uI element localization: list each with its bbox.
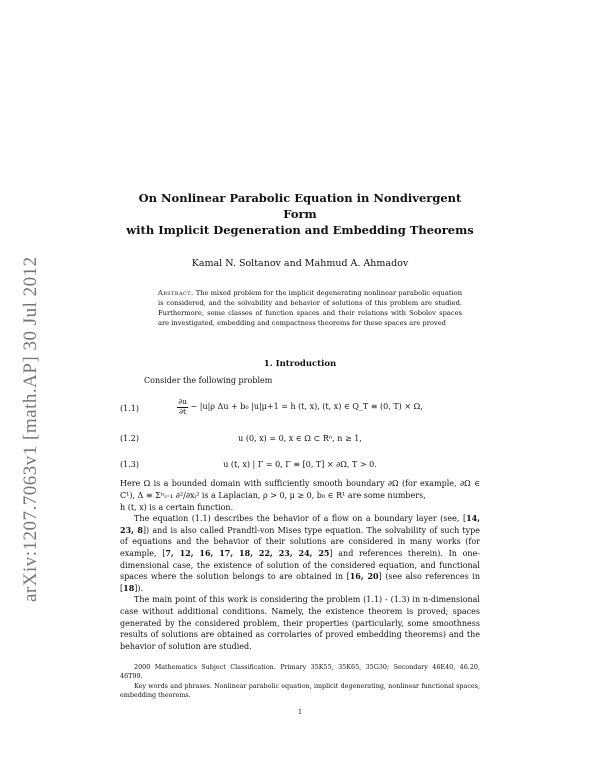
citation[interactable]: 14, 23, 8 bbox=[120, 513, 480, 535]
arxiv-id: arXiv:1207.7063v1 [math.AP] 30 Jul 2012 bbox=[20, 256, 41, 602]
paragraph-text: ] (see also references in [ bbox=[120, 572, 480, 593]
paragraph-text: ]). bbox=[134, 583, 144, 593]
citation[interactable]: 7, 12, 16, 17, 18, 22, 23, 24, 25 bbox=[165, 547, 330, 558]
equation-number: (1.2) bbox=[120, 434, 139, 444]
abstract bbox=[158, 288, 462, 328]
equation-1-2 bbox=[120, 430, 480, 450]
equation-body bbox=[120, 398, 480, 416]
equation-1-3 bbox=[120, 456, 480, 476]
equation-number: (1.3) bbox=[120, 460, 139, 470]
section-number: 1. bbox=[263, 359, 273, 370]
equation-number: (1.1) bbox=[120, 404, 139, 414]
section-title: Introduction bbox=[275, 359, 337, 370]
paragraph-main-point: The main point of this work is considering the problem (1.1) - (1.3) in n-dimensional case without additional conditions. Namely, the existence theorem is proved; spaces generated by the considered problem, their properties (particularly, some smoothness results of solutions are obtained as corrolaries of proved embedding theorems) and the behavior of solution are studied. bbox=[120, 595, 480, 651]
keywords-footnote: Key words and phrases. Nonlinear parabolic equation, implicit degenerating, nonlinear functional spaces, embedding theorems. bbox=[120, 681, 480, 699]
arxiv-sidebar-stamp bbox=[18, 182, 44, 602]
citation[interactable]: 16, 20 bbox=[349, 571, 379, 582]
title-line-2: with Implicit Degeneration and Embedding Theorems bbox=[126, 223, 474, 237]
msc-footnote: 2000 Mathematics Subject Classification. Primary 35K55, 35K65, 35G30; Secondary 46E40, 46.20, 46T99. bbox=[120, 663, 480, 681]
section-heading bbox=[120, 359, 480, 369]
paragraph-background bbox=[120, 513, 480, 594]
paragraph-text: h (t, x) is a certain function. bbox=[120, 502, 234, 512]
citation[interactable]: 18 bbox=[123, 582, 135, 593]
equation-1-1 bbox=[120, 394, 480, 424]
equation-rest: − |u|ρ Δu + b₀ |u|μ+1 = h (t, x), (t, x) ∈ Q_T ≡ (0, T) × Ω, bbox=[190, 402, 423, 412]
abstract-text: The mixed problem for the implicit degenerating nonlinear parabolic equation is considered, and the solvability and behavior of solutions of this problem are studied. Furthermore, some classes of function spaces and their relations with Sobolev spaces are investigated, embedding and compactness theorems for these spaces are proved bbox=[158, 289, 462, 328]
paper-title bbox=[120, 190, 480, 238]
paragraph-text: Here Ω is a bounded domain with sufficiently smooth boundary ∂Ω (for example, ∂Ω ∈ C¹), Δ ≡ Σⁿᵢ₌₁ ∂²/∂xᵢ² is a Laplacian, ρ > 0, μ ≥ 0, b₀ ∈ R¹ are some numbers, bbox=[120, 479, 480, 500]
partial-derivative bbox=[177, 398, 188, 416]
paragraph-text: ] and references therein). In one-dimensional case, the existence of solution of the considered equation, and functional spaces where the solution belongs to are obtained in [ bbox=[120, 548, 480, 582]
page-number: 1 bbox=[297, 708, 303, 717]
abstract-label: Abstract. bbox=[158, 289, 194, 297]
footnotes bbox=[120, 663, 480, 700]
fraction-numerator: ∂u bbox=[178, 397, 187, 407]
paragraph-text: ]) and is also called Prandtl-von Mises type equation. The solvability of such type of equations and the behavior of their solutions are considered in many works (for example, [ bbox=[120, 525, 480, 558]
fraction-denominator: ∂t bbox=[179, 406, 187, 416]
authors: Kamal N. Soltanov and Mahmud A. Ahmadov bbox=[191, 258, 409, 269]
equation-body: u (0, x) = 0, x ∈ Ω ⊂ Rⁿ, n ≥ 1, bbox=[238, 434, 362, 444]
paragraph-text: The equation (1.1) describes the behavior of a flow on a boundary layer (see, [ bbox=[134, 514, 467, 524]
equation-body: u (t, x) | Γ = 0, Γ ≡ [0, T] × ∂Ω, T > 0. bbox=[223, 460, 377, 470]
paper-page bbox=[120, 190, 480, 716]
intro-lead: Consider the following problem bbox=[144, 376, 273, 386]
title-line-1: On Nonlinear Parabolic Equation in Nondivergent Form bbox=[138, 191, 462, 221]
paragraph-domain bbox=[120, 478, 480, 513]
